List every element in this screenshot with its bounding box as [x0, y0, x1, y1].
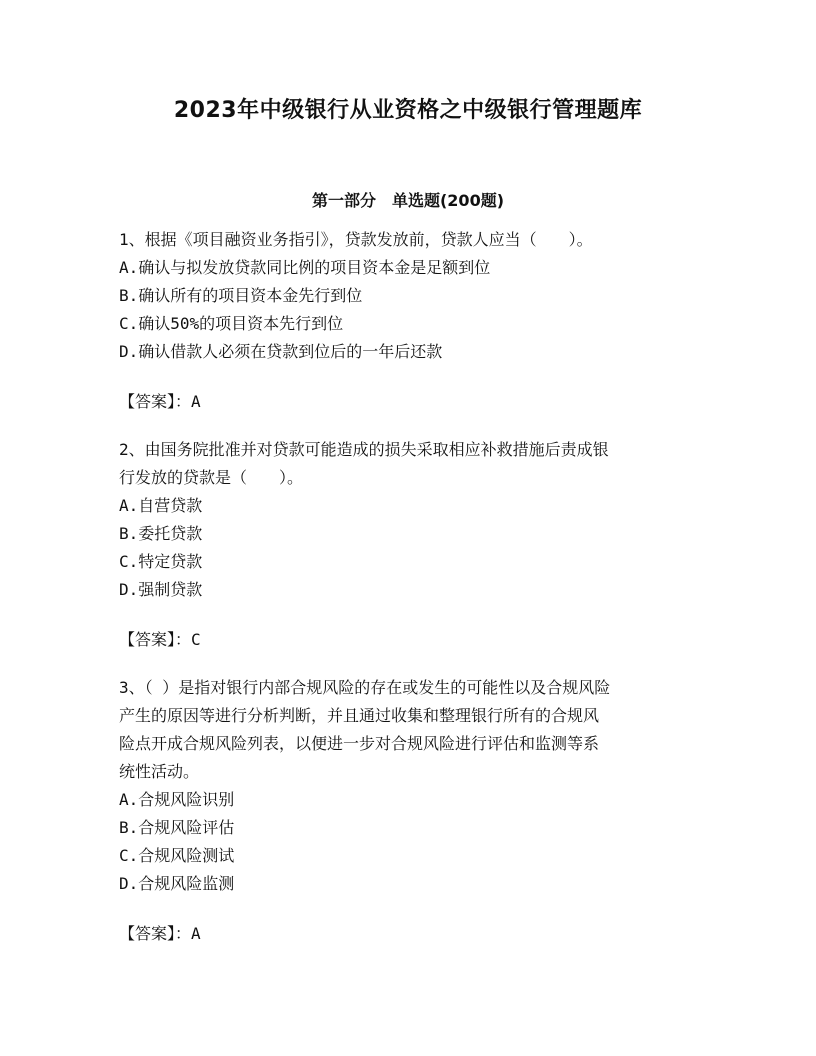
question-stem-line: 统性活动。 [119, 762, 200, 781]
question-item [119, 674, 699, 948]
question-stem-line: 行发放的贷款是（ ）。 [119, 468, 304, 487]
option-d: D.确认借款人必须在贷款到位后的一年后还款 [119, 342, 443, 361]
section-heading: 第一部分 单选题(200题) [311, 191, 505, 210]
option-c: C.确认50%的项目资本先行到位 [119, 314, 344, 333]
question-item [119, 436, 699, 654]
question-stem-line: 产生的原因等进行分析判断，并且通过收集和整理银行所有的合规风 [119, 706, 600, 725]
document-title: 2023年中级银行从业资格之中级银行管理题库 [173, 98, 643, 123]
question-stem-line: 3、（ ）是指对银行内部合规风险的存在或发生的可能性以及合规风险 [119, 678, 611, 697]
option-c: C.特定贷款 [119, 552, 203, 571]
option-d: D.强制贷款 [119, 580, 203, 599]
option-a: A.自营贷款 [119, 496, 203, 515]
answer-line: 【答案】：C [119, 630, 201, 649]
question-item [119, 226, 699, 416]
question-stem-line: 2、由国务院批准并对贷款可能造成的损失采取相应补救措施后责成银 [119, 440, 609, 459]
question-stem-line: 1、根据《项目融资业务指引》，贷款发放前，贷款人应当（ ）。 [119, 230, 593, 249]
option-d: D.合规风险监测 [119, 874, 235, 893]
answer-line: 【答案】：A [119, 924, 201, 943]
option-c: C.合规风险测试 [119, 846, 235, 865]
answer-line: 【答案】：A [119, 392, 201, 411]
option-a: A.合规风险识别 [119, 790, 235, 809]
option-b: B.确认所有的项目资本金先行到位 [119, 286, 363, 305]
question-stem-line: 险点开成合规风险列表，以便进一步对合规风险进行评估和监测等系 [119, 734, 600, 753]
option-a: A.确认与拟发放贷款同比例的项目资本金是足额到位 [119, 258, 491, 277]
question-list [119, 226, 699, 948]
option-b: B.委托贷款 [119, 524, 203, 543]
option-b: B.合规风险评估 [119, 818, 235, 837]
